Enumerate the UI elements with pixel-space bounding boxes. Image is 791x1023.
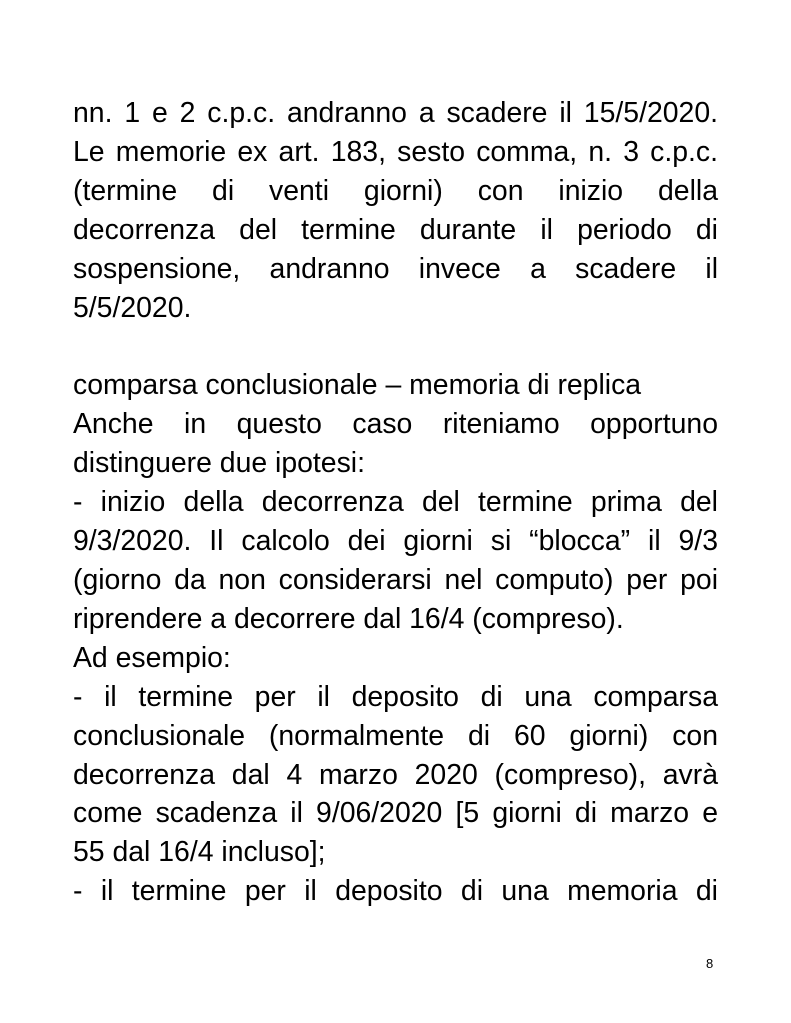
text-line: 55 dal 16/4 incluso]; xyxy=(73,836,326,869)
paragraph-hypotheses xyxy=(73,405,718,911)
text-line: (termine di venti giorni) con inizio della xyxy=(73,174,718,207)
text-line: sospensione, andranno invece a scadere il xyxy=(73,252,718,285)
text-line: - inizio della decorrenza del termine prima del xyxy=(73,486,718,519)
text-line: Le memorie ex art. 183, sesto comma, n. 3 c.p.c. xyxy=(73,135,718,168)
section-heading-text: comparsa conclusionale – memoria di replica xyxy=(73,369,642,402)
text-line: - il termine per il deposito di una comparsa xyxy=(73,680,718,713)
text-line: nn. 1 e 2 c.p.c. andranno a scadere il 15/5/2020. xyxy=(73,97,718,129)
text-line: come scadenza il 9/06/2020 [5 giorni di marzo e xyxy=(73,797,718,830)
text-line: Ad esempio: xyxy=(73,641,231,674)
page-content xyxy=(73,94,718,911)
text-line: 9/3/2020. Il calcolo dei giorni si “blocca” il 9/3 xyxy=(73,525,718,558)
paragraph-deadlines xyxy=(73,94,718,327)
paragraph-spacer xyxy=(73,327,718,366)
section-heading xyxy=(73,366,718,405)
text-line: distinguere due ipotesi: xyxy=(73,447,365,480)
text-line: decorrenza dal 4 marzo 2020 (compreso), avrà xyxy=(73,758,718,791)
text-line: decorrenza del termine durante il periodo di xyxy=(73,213,718,246)
text-line: (giorno da non considerarsi nel computo) per poi xyxy=(73,563,718,596)
text-line: conclusionale (normalmente di 60 giorni) con xyxy=(73,719,718,752)
text-line: - il termine per il deposito di una memoria di xyxy=(73,875,718,908)
page-number: 8 xyxy=(706,956,714,971)
text-line: Anche in questo caso riteniamo opportuno xyxy=(73,408,718,441)
text-line: 5/5/2020. xyxy=(73,291,192,324)
text-line: riprendere a decorrere dal 16/4 (compreso). xyxy=(73,602,624,635)
